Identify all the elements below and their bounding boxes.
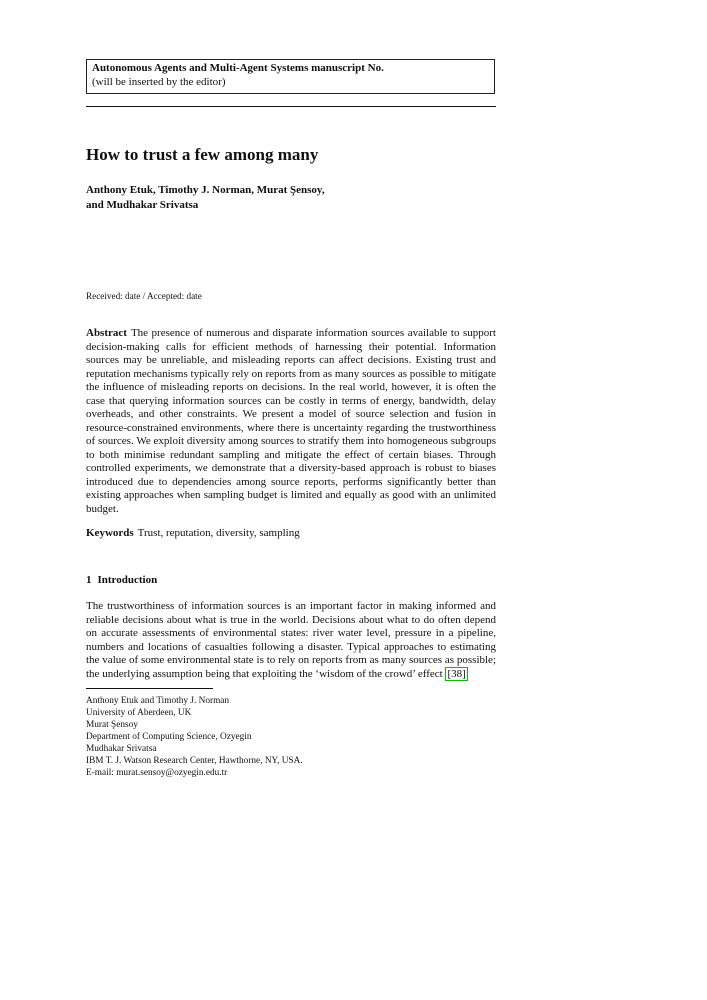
introduction-paragraph: [86, 600, 496, 682]
editor-note: (will be inserted by the editor): [92, 76, 226, 88]
footnote-divider: [86, 688, 213, 689]
journal-header-box: [86, 59, 495, 94]
affiliation-line: Anthony Etuk and Timothy J. Norman: [86, 696, 230, 706]
journal-title: Autonomous Agents and Multi-Agent Systems manuscript No.: [92, 62, 384, 74]
introduction-text: The trustworthiness of information sources is an important factor in making informed and reliable decisions about what is true in the world. Decisions about what to do often depend on accurate assessments of environmental states: river water level, pressure in a pipeline, numbers and locations of casualties following a disaster. Typical approaches to estimating the value of some environmental state is to rely on reports from as many sources as possible; the underlying assumption being that exploiting the ‘wisdom of the crowd’ effect: [86, 600, 496, 680]
header-divider: [86, 106, 496, 107]
abstract: [86, 327, 496, 516]
abstract-text: The presence of numerous and disparate information sources available to support decision-making calls for efficient methods of harnessing their potential. Information sources may be unreliable, and misleading reports can affect decisions. Existing trust and reputation mechanisms typically rely on reports from as many sources as possible to mitigate the influence of misleading reports on decisions. In the real world, however, it is often the case that querying information sources can be costly in terms of energy, bandwidth, delay overheads, and other constraints. We present a model of source selection and fusion in resource-constrained environments, where there is uncertainty regarding the trustworthiness of sources. We exploit diversity among sources to stratify them into homogeneous subgroups to both minimise redundant sampling and mitigate the effect of certain biases. Through controlled experiments, we demonstrate that a diversity-based approach is robust to biases introduced due to dependencies among source reports, performs significantly better than existing approaches when sampling budget is limited and equally as good with an unlimited budget.: [86, 327, 496, 515]
keywords: [86, 527, 496, 541]
received-date: Received: date / Accepted: date: [86, 291, 202, 301]
author-list: [86, 183, 496, 213]
affiliations: [86, 695, 496, 779]
affiliation-line: Mudhakar Srivatsa: [86, 744, 157, 754]
affiliation-line: University of Aberdeen, UK: [86, 708, 192, 718]
affiliation-line: IBM T. J. Watson Research Center, Hawthorne, NY, USA.: [86, 756, 303, 766]
authors-line-2: and Mudhakar Srivatsa: [86, 199, 199, 211]
affiliation-email: E-mail: murat.sensoy@ozyegin.edu.tr: [86, 768, 228, 778]
keywords-label: Keywords: [86, 527, 134, 539]
affiliation-line: Department of Computing Science, Ozyegin: [86, 732, 252, 742]
section-number: 1: [86, 574, 92, 586]
keywords-text: Trust, reputation, diversity, sampling: [137, 527, 300, 539]
section-title: Introduction: [97, 574, 158, 586]
authors-line-1: Anthony Etuk, Timothy J. Norman, Murat Şensoy,: [86, 184, 325, 196]
citation-link[interactable]: [38]: [447, 667, 466, 680]
abstract-label: Abstract: [86, 327, 127, 339]
affiliation-line: Murat Şensoy: [86, 720, 138, 730]
section-heading-introduction: [86, 573, 157, 587]
paper-title: How to trust a few among many: [86, 145, 319, 164]
